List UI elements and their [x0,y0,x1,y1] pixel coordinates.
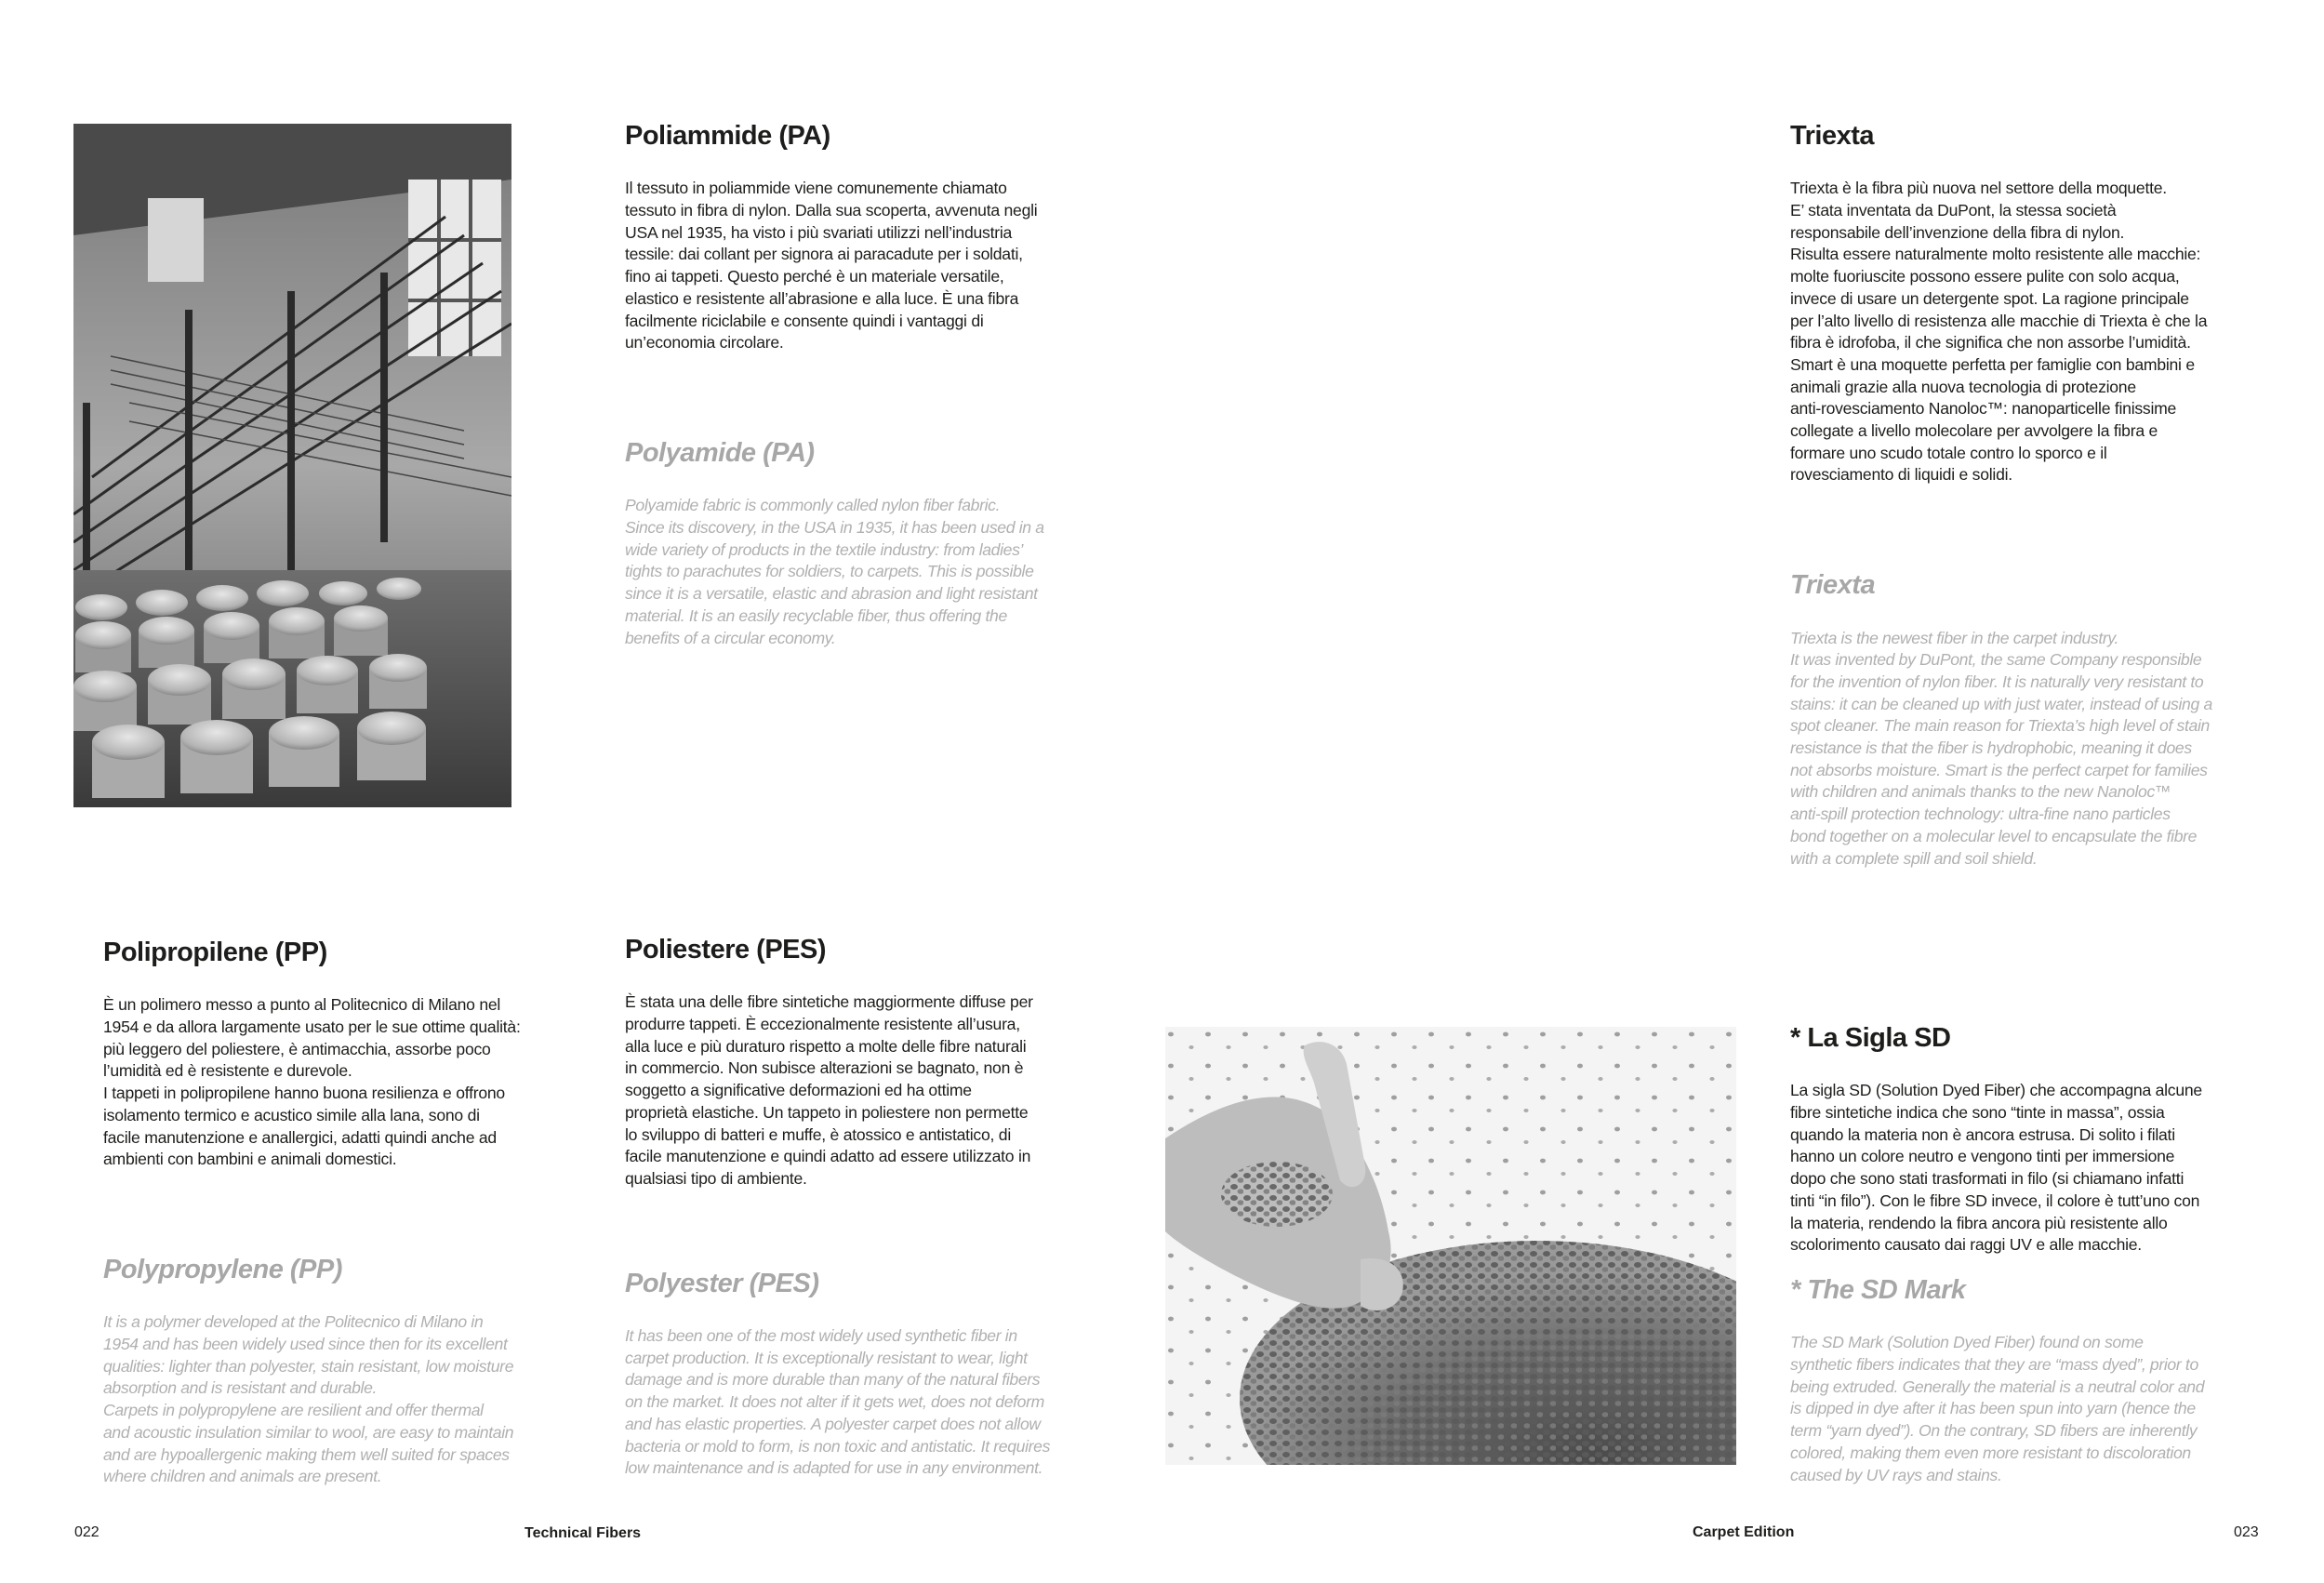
page-number-left: 022 [74,1524,100,1540]
polypropylene-title-en: Polypropylene (PP) [103,1254,342,1284]
section-polyamide [625,121,1071,649]
triexta-title-it: Triexta [1790,121,1874,151]
polyester-title-en: Polyester (PES) [625,1268,819,1298]
triexta-text-it: Triexta è la fibra più nuova nel settore della moquette. E’ stata inventata da DuPont, la stessa società responsabile dell’invenzione della fibra di nylon. Risulta essere naturalmente molto resistente alle macchie: molte fuoriuscite possono essere pulite con solo acqua, invece di usare un detergente spot. La ragione principale per l’alto livello di resistenza alle macchie di Triexta è che la fibra è idrofoba, il che significa che non assorbe l’umidità. Smart è una moquette perfetta per famiglie con bambini e animali grazie alla nuova tecnologia di protezione anti-rovesciamento Nanoloc™: nanoparticelle finissime collegate a livello molecolare per avvolgere la fibra e formare uno scudo totale contro lo sporco e il rovesciamento di liquidi e solidi. [1790,179,2208,485]
polypropylene-text-it: È un polimero messo a punto al Politecnico di Milano nel 1954 e da allora largamente usato per le sue ottime qualità: più leggero del poliestere, è antimacchia, assorbe poco l’umidità ed è resistente e durevole. I tappeti in polipropilene hanno buona resilienza e offrono isolamento termico e acustico simile alla lana, sono di facile manutenzione e anallergici, adatti quindi anche ad ambienti con bambini e animali domestici. [103,995,521,1169]
polyester-text-en: It has been one of the most widely used synthetic fiber in carpet production. It is exceptionally resistant to wear, light damage and is more durable than many of the natural fibers on the market. It does not alter if it gets wet, does not deform and has elastic properties. A polyester carpet does not allow bacteria or mold to form, is non toxic and antistatic. It requires low maintenance and is adapted for use in any environment. [625,1326,1051,1478]
polyamide-title-en: Polyamide (PA) [625,437,815,468]
polyamide-text-it: Il tessuto in poliammide viene comunemente chiamato tessuto in fibra di nylon. Dalla sua scoperta, avvenuta negli USA nel 1935, ha visto i più svariati utilizzi nell’industria tessile: dai collant per signora ai paracadute per i soldati, fino ai tappeti. Questo perché è un materiale versatile, elastico e resistente all’abrasione e alla luce. È una fibra facilmente riciclabile e consente quindi i vantaggi di un’economia circolare. [625,179,1038,353]
triexta-text-en: Triexta is the newest fiber in the carpet industry. It was invented by DuPont, the same Company responsible for the invention of nylon fiber. It is naturally very resistant to stains: it can be cleaned up with just water, instead of using a spot cleaner. The main reason for Triexta’s high level of stain resistance is that the fiber is hydrophobic, meaning it does not absorbs moisture. Smart is the perfect carpet for families with children and animals thanks to the new Nanoloc™ anti-spill protection technology: ultra-fine nano particles bond together on a molecular level to encapsulate the fibre with a complete spill and soil shield. [1790,628,2212,868]
sd-title-en: * The SD Mark [1790,1274,1966,1305]
polypropylene-title-it: Polipropilene (PP) [103,938,327,967]
section-polyester [625,935,1081,1480]
sd-text-en: The SD Mark (Solution Dyed Fiber) found on some synthetic fibers indicates that they are “mass dyed”, prior to being extruded. Generally the material is a neutral color and is dipped in dye after it has been spun into yarn (hence the term “yarn dyed”). On the contrary, SD fibers are inherently colored, making them even more resistant to discoloration caused by UV rays and stains. [1790,1333,2205,1484]
triexta-title-en: Triexta [1790,570,1876,601]
section-sd-mark [1790,1023,2255,1486]
factory-photo [73,124,511,807]
polyester-text-it: È stata una delle fibre sintetiche maggiormente diffuse per produrre tappeti. È eccezionalmente resistente all’usura, alla luce e più duraturo rispetto a molte delle fibre naturali in commercio. Non subisce alterazioni se bagnato, non è soggetto a significative deformazioni ed ha ottime proprietà elastiche. Un tappeto in poliestere non permette lo sviluppo di batteri e muffe, è atossico e antistatico, di facile manutenzione e quindi adatto ad essere utilizzato in qualsiasi tipo di ambiente. [625,992,1033,1188]
polyester-title-it: Poliestere (PES) [625,935,827,964]
section-triexta [1790,121,2255,870]
footer-section-right: Carpet Edition [1693,1524,1795,1540]
section-polypropylene [103,938,559,1488]
polyamide-title-it: Poliammide (PA) [625,121,830,151]
pellets-photo [1165,1027,1736,1465]
polyamide-text-en: Polyamide fabric is commonly called nylon fiber fabric. Since its discovery, in the USA in 1935, it has been used in a wide variety of products in the textile industry: from ladies’ tights to parachutes for soldiers, to carpets. This is possible since it is a versatile, elastic and abrasion and light resistant material. It is an easily recyclable fiber, thus offering the benefits of a circular economy. [625,496,1044,647]
page-number-right: 023 [2234,1524,2259,1540]
footer-section-left: Technical Fibers [525,1525,642,1541]
sd-text-it: La sigla SD (Solution Dyed Fiber) che accompagna alcune fibre sintetiche indica che sono “tinte in massa”, ossia quando la materia non è ancora estrusa. Di solito i filati hanno un colore neutro e vengono tinti per immersione dopo che sono stati trasformati in filo (si chiamano infatti tinti “in filo”). Con le fibre SD invece, il colore è tutt’uno con la materia, rendendo la fibra ancora più resistente allo scolorimento causato dai raggi UV e alle macchie. [1790,1081,2202,1255]
sd-title-it: * La Sigla SD [1790,1023,1951,1053]
polypropylene-text-en: It is a polymer developed at the Politecnico di Milano in 1954 and has been widely used since then for its excellent qualities: lighter than polyester, stain resistant, low moisture absorption and is resistant and durable. Carpets in polypropylene are resilient and offer thermal and acoustic insulation similar to wool, are easy to maintain and are hypoallergenic making them well suited for spaces where children and animals are present. [103,1312,514,1486]
